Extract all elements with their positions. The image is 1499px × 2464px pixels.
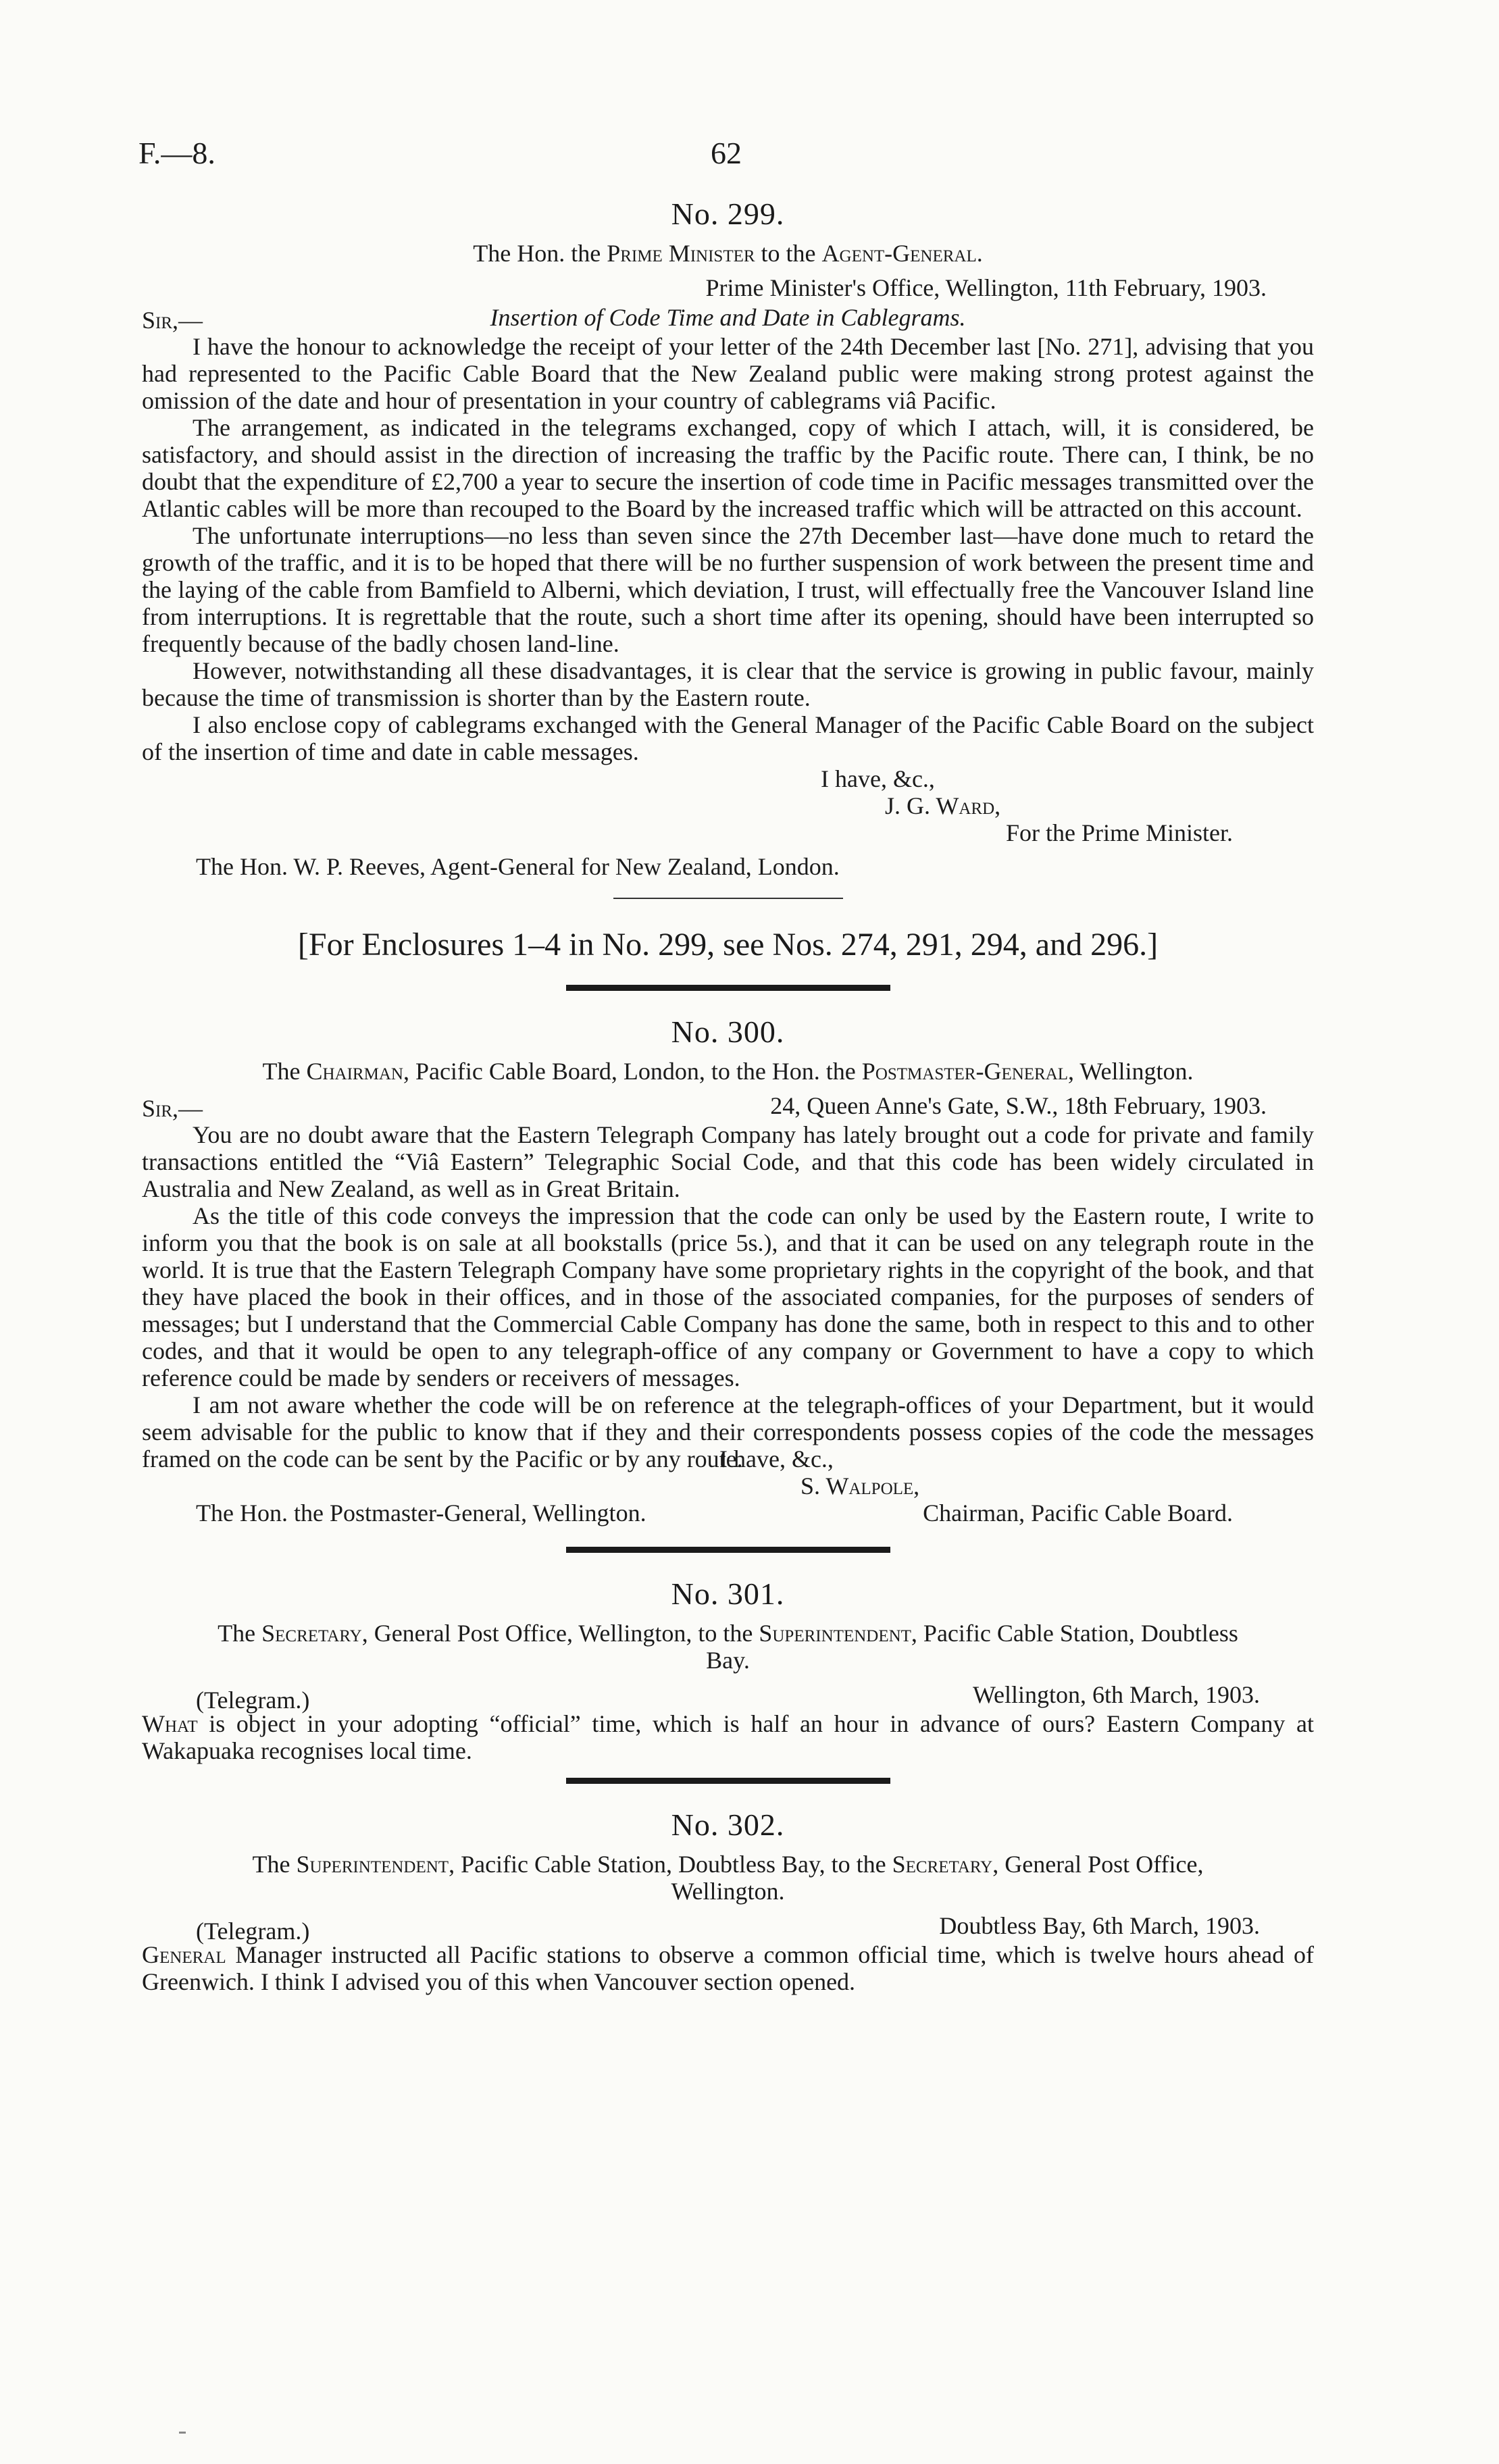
closing-block <box>142 1445 1314 1533</box>
recipient-title: Postmaster-General <box>861 1058 1069 1085</box>
telegram-body: General Manager instructed all Pacific stations to observe a common official time, which is twelve hours ahead of Greenwich. I think I advised you of this when Vancouver section opened. <box>142 1941 1314 1995</box>
page-number: 62 <box>711 136 742 170</box>
message-type: (Telegram.) <box>196 1687 310 1714</box>
subject-line: Insertion of Code Time and Date in Cablegrams. <box>490 304 966 331</box>
letter-300 <box>142 1014 1314 1533</box>
letter-route: The Hon. the Prime Minister to the Agent-General. <box>473 240 983 267</box>
salutation-subject-row <box>142 303 1314 333</box>
telegram-body: What is object in your adopting “official” time, which is half an hour in advance of ours? Eastern Company at Wakapuaka recognises local time. <box>142 1710 1314 1764</box>
closing-phrase: I have, &c., <box>719 1445 834 1472</box>
signature-role: Chairman, Pacific Cable Board. <box>923 1499 1233 1526</box>
running-head <box>138 135 1314 176</box>
letter-number: No. 301. <box>671 1576 785 1611</box>
body-paragraph: However, notwithstanding all these disadvantages, it is clear that the service is growing in public favour, mainly because the time of transmission is shorter than by the Eastern route. <box>142 657 1314 711</box>
sender-title: Superintendent <box>296 1851 449 1878</box>
section-divider <box>566 1778 890 1784</box>
place-date: Doubtless Bay, 6th March, 1903. <box>939 1912 1260 1939</box>
letter-301 <box>142 1576 1314 1764</box>
divider <box>613 898 843 899</box>
letter-route: The Superintendent, Pacific Cable Station, Doubtless Bay, to the Secretary, General Post Office, Wellington. <box>252 1851 1204 1905</box>
body-paragraph: You are no doubt aware that the Eastern Telegraph Company has lately brought out a code for private and family transactions entitled the “Viâ Eastern” Telegraphic Social Code, and that this code has been widely circulated in Australia and New Zealand, as well as in Great Britain. <box>142 1121 1314 1202</box>
salutation: Sir,— <box>142 307 203 334</box>
place-date: Prime Minister's Office, Wellington, 11th February, 1903. <box>705 274 1267 301</box>
message-type: (Telegram.) <box>196 1918 310 1945</box>
addressee: The Hon. W. P. Reeves, Agent-General for New Zealand, London. <box>196 853 840 880</box>
telegram-header-row <box>142 1911 1314 1945</box>
letter-number: No. 299. <box>671 197 785 231</box>
signature: J. G. Ward, <box>885 792 1001 819</box>
sender-title: Secretary <box>261 1620 362 1647</box>
sender-title: Chairman <box>306 1058 403 1085</box>
scan-mark <box>179 2432 186 2434</box>
body-paragraph: I am not aware whether the code will be on reference at the telegraph-offices of your Department, but it would seem advisable for the public to know that if they and their correspondents possess copies of the code the messages framed on the code can be sent by the Pacific or by any route. <box>142 1391 1314 1472</box>
recipient-title: Agent-General. <box>821 240 983 267</box>
salutation-place-row <box>142 1092 1314 1121</box>
addressee: The Hon. the Postmaster-General, Wellington. <box>196 1499 646 1526</box>
body-paragraph: As the title of this code conveys the impression that the code can only be used by the Eastern route, I write to inform you that the book is on sale at all bookstalls (price 5s.), and that it can be used on any telegraph route in the world. It is true that the Eastern Telegraph Company have some proprietary rights in the copyright of the book, and that they have placed the book in their offices, and in those of the associated companies, for the purposes of senders of messages; but I understand that the Commercial Cable Company has done the same, both in respect to this and to other codes, and that it would be open to any telegraph-office of any company or Government to have a copy to which reference could be made by senders or receivers of messages. <box>142 1202 1314 1391</box>
section-divider <box>566 1547 890 1553</box>
letter-number: No. 302. <box>671 1807 785 1842</box>
sender-title: Prime Minister <box>607 240 755 267</box>
letter-299 <box>142 196 1314 880</box>
place-date-row <box>142 274 1314 303</box>
signature: S. Walpole, <box>801 1472 920 1499</box>
recipient-title: Superintendent <box>759 1620 911 1647</box>
first-word: What <box>142 1710 198 1737</box>
closing-block <box>142 765 1314 853</box>
letter-number: No. 300. <box>671 1015 785 1049</box>
letter-302 <box>142 1807 1314 1995</box>
letter-route: The Chairman, Pacific Cable Board, London, to the Hon. the Postmaster-General, Wellington. <box>262 1058 1194 1085</box>
document-reference: F.—8. <box>138 136 215 170</box>
signature-role: For the Prime Minister. <box>1006 819 1233 846</box>
body-paragraph: I have the honour to acknowledge the receipt of your letter of the 24th December last [No. 271], advising that you had represented to the Pacific Cable Board that the New Zealand public were making strong protest against the omission of the date and hour of presentation in your country of cablegrams viâ Pacific. <box>142 333 1314 414</box>
place-date: Wellington, 6th March, 1903. <box>972 1681 1260 1708</box>
letter-route: The Secretary, General Post Office, Wellington, to the Superintendent, Pacific Cable Station, Doubtless Bay. <box>218 1620 1238 1674</box>
page-content <box>142 196 1314 1995</box>
salutation: Sir,— <box>142 1095 203 1122</box>
body-paragraph: The arrangement, as indicated in the telegrams exchanged, copy of which I attach, will, it is considered, be satisfactory, and should assist in the direction of increasing the traffic by the Pacific route. There can, I think, be no doubt that the expenditure of £2,700 a year to secure the insertion of code time in Pacific messages transmitted over the Atlantic cables will be more than recouped to the Board by the increased traffic which will be attracted on this account. <box>142 414 1314 522</box>
telegram-header-row <box>142 1680 1314 1714</box>
body-paragraph: I also enclose copy of cablegrams exchanged with the General Manager of the Pacific Cable Board on the subject of the insertion of time and date in cable messages. <box>142 711 1314 765</box>
recipient-title: Secretary <box>892 1851 993 1878</box>
body-paragraph: The unfortunate interruptions—no less than seven since the 27th December last—have done much to retard the growth of the traffic, and it is to be hoped that there will be no further suspension of work between the present time and the laying of the cable from Bamfield to Alberni, which deviation, I trust, will effectually free the Vancouver Island line from interruptions. It is regrettable that the route, such a short time after its opening, should have been interrupted so frequently because of the badly chosen land-line. <box>142 522 1314 657</box>
place-date: 24, Queen Anne's Gate, S.W., 18th February, 1903. <box>770 1092 1267 1119</box>
enclosure-note: [For Enclosures 1–4 in No. 299, see Nos. 274, 291, 294, and 296.] <box>297 927 1159 962</box>
first-word: General <box>142 1941 226 1968</box>
section-divider <box>566 985 890 991</box>
closing-phrase: I have, &c., <box>821 765 935 792</box>
